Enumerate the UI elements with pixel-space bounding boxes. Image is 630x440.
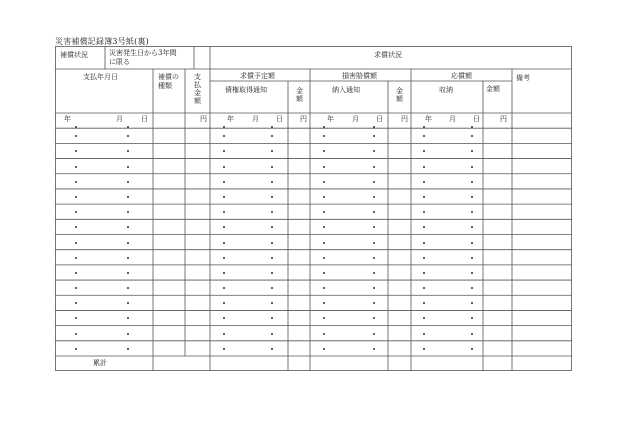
date-dot (373, 348, 375, 350)
row1-month-label: 月 (116, 115, 123, 123)
payment-notice-header: 納入通知 (332, 86, 360, 94)
date-dot (323, 181, 325, 183)
date-dot (223, 181, 225, 183)
date-dot (373, 242, 375, 244)
claim-amount-char-2: 額 (296, 95, 303, 103)
date-dot (423, 196, 425, 198)
date-dot (127, 181, 129, 183)
paid-amount-char-1: 支 (194, 73, 201, 81)
date-dot (271, 196, 273, 198)
row1-damage-year-label: 年 (327, 115, 334, 123)
date-dot (323, 272, 325, 274)
period-note-line1: 災害発生日から3年間 (109, 49, 177, 57)
date-dot (323, 333, 325, 335)
date-dot (271, 181, 273, 183)
date-dot (471, 181, 473, 183)
page-title: 災害補償記録簿3号紙(裏) (55, 37, 149, 46)
receipt-header: 収納 (439, 86, 453, 94)
row1-day-label: 日 (141, 115, 148, 123)
row1-receipt-day-label: 日 (473, 115, 480, 123)
date-dot (223, 272, 225, 274)
damage-comp-header: 損害賠償額 (342, 72, 377, 80)
date-dot (423, 272, 425, 274)
date-dot (223, 196, 225, 198)
date-dot (373, 272, 375, 274)
date-dot (423, 333, 425, 335)
row1-paid-yen-label: 円 (200, 115, 207, 123)
claim-amount-char-1: 金 (296, 87, 303, 95)
date-dot (75, 333, 77, 335)
claim-notice-header: 債権取得通知 (225, 86, 267, 94)
date-dot (471, 272, 473, 274)
date-dot (75, 348, 77, 350)
planned-claim-header: 求償予定額 (240, 72, 275, 80)
date-dot (223, 166, 225, 168)
date-dot (373, 196, 375, 198)
response-amount-sub-header: 金額 (486, 85, 500, 93)
row1-claim-yen-label: 円 (300, 115, 307, 123)
ledger-table (55, 46, 572, 371)
date-dot (471, 196, 473, 198)
date-dot (271, 242, 273, 244)
date-dot (75, 242, 77, 244)
date-dot (127, 272, 129, 274)
remarks-header: 備考 (516, 74, 530, 82)
date-dot (323, 257, 325, 259)
row1-receipt-year-label: 年 (425, 115, 432, 123)
date-dot (223, 333, 225, 335)
date-dot (75, 196, 77, 198)
date-dot (271, 126, 273, 128)
date-dot (223, 242, 225, 244)
date-dot (323, 196, 325, 198)
date-dot (423, 257, 425, 259)
row1-damage-day-label: 日 (376, 115, 383, 123)
row1-response-yen-label: 円 (500, 115, 507, 123)
date-dot (127, 126, 129, 128)
payment-date-header: 支払年月日 (83, 73, 118, 81)
date-dot (271, 333, 273, 335)
date-dot (127, 348, 129, 350)
date-dot (471, 348, 473, 350)
date-dot (127, 257, 129, 259)
date-dot (223, 348, 225, 350)
date-dot (323, 242, 325, 244)
comp-type-header-line2: 種類 (158, 82, 172, 90)
damage-amount-char-1: 金 (396, 87, 403, 95)
date-dot (271, 166, 273, 168)
row1-damage-yen-label: 円 (401, 115, 408, 123)
paid-amount-char-3: 金 (194, 89, 201, 97)
date-dot (423, 348, 425, 350)
date-dot (127, 333, 129, 335)
ledger-grid (55, 46, 572, 371)
date-dot (75, 126, 77, 128)
date-dot (471, 126, 473, 128)
date-dot (471, 242, 473, 244)
row1-claim-year-label: 年 (227, 115, 234, 123)
date-dot (373, 181, 375, 183)
date-dot (127, 196, 129, 198)
date-dot (471, 333, 473, 335)
date-dot (75, 272, 77, 274)
date-dot (75, 257, 77, 259)
date-dot (373, 126, 375, 128)
date-dot (271, 348, 273, 350)
date-dot (223, 257, 225, 259)
row1-year-label: 年 (64, 115, 71, 123)
date-dot (127, 166, 129, 168)
cumulative-label: 累計 (93, 359, 107, 367)
date-dot (271, 257, 273, 259)
date-dot (423, 126, 425, 128)
response-amount-header: 応償額 (451, 72, 472, 80)
date-dot (423, 166, 425, 168)
row1-claim-day-label: 日 (276, 115, 283, 123)
row1-claim-month-label: 月 (252, 115, 259, 123)
date-dot (323, 166, 325, 168)
row1-damage-month-label: 月 (352, 115, 359, 123)
date-dot (323, 126, 325, 128)
date-dot (323, 348, 325, 350)
date-dot (75, 166, 77, 168)
date-dot (223, 126, 225, 128)
date-dot (373, 333, 375, 335)
date-dot (127, 242, 129, 244)
damage-amount-char-2: 額 (396, 95, 403, 103)
paid-amount-char-4: 額 (194, 97, 201, 105)
period-note-line2: に限る (109, 58, 130, 66)
date-dot (423, 181, 425, 183)
comp-type-header-line1: 補償の (158, 73, 179, 81)
date-dot (75, 181, 77, 183)
hosho-jokyo-label: 補償状況 (60, 51, 88, 59)
date-dot (423, 242, 425, 244)
date-dot (373, 166, 375, 168)
date-dot (373, 257, 375, 259)
date-dot (271, 272, 273, 274)
paid-amount-char-2: 払 (194, 81, 201, 89)
date-dot (471, 257, 473, 259)
date-dot (471, 166, 473, 168)
row1-receipt-month-label: 月 (449, 115, 456, 123)
kyusho-jokyo-label: 求償状況 (374, 51, 402, 59)
